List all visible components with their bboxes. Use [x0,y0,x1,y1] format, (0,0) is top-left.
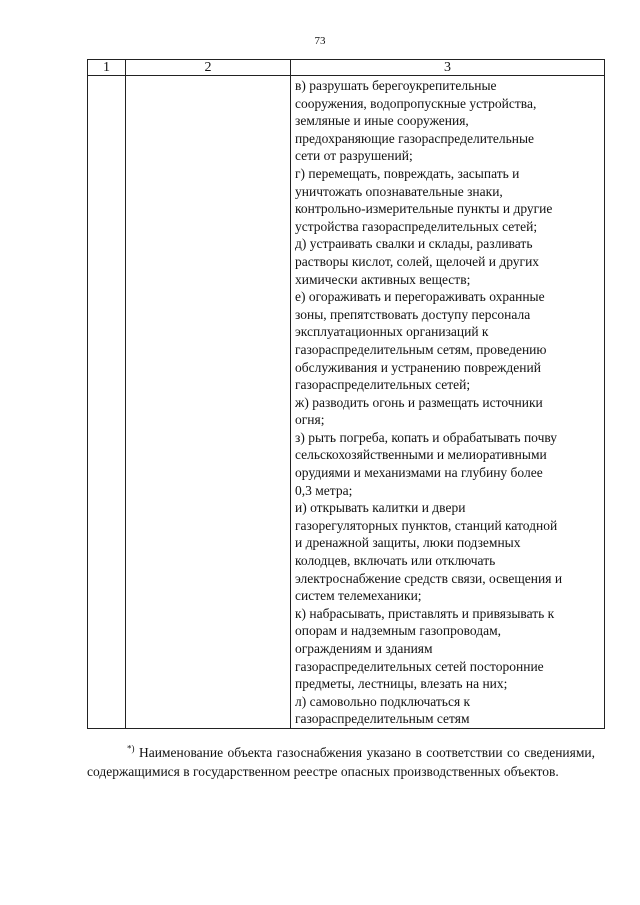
text-line: химически активных веществ; [295,271,471,287]
text-line: з) рыть погреба, копать и обрабатывать почву [295,429,558,445]
text-line: сельскохозяйственными и мелиоративными [295,447,547,463]
text-line: д) устраивать свалки и склады, разливать [295,236,533,252]
text-line: устройства газораспределительных сетей; [295,218,538,234]
text-line: эксплуатационных организаций к [295,324,489,340]
footnote-text: Наименование объекта газоснабжения указано в соответствии со сведениями, содержащимися в государственном реестре опасных производственных объектов. [87,745,595,779]
text-line: орудиями и механизмами на глубину более [295,465,543,481]
restrictions-list [295,77,602,728]
table-cell-column-3 [291,76,605,729]
text-line: е) огораживать и перегораживать охранные [295,289,545,305]
text-line: газораспределительным сетям, проведению [295,341,547,357]
text-line: электроснабжение средств связи, освещения и [295,570,563,586]
requirements-table [87,59,605,729]
text-line: 0,3 метра; [295,482,353,498]
table-row [88,76,605,729]
column-header-3: 3 [291,60,605,76]
text-line: ж) разводить огонь и размещать источники [295,394,543,410]
text-line: сооружения, водопропускные устройства, [295,95,537,111]
page-number: 73 [314,35,326,47]
text-line: предметы, лестницы, влезать на них; [295,676,508,692]
text-line: газораспределительных сетей; [295,377,471,393]
text-line: систем телемеханики; [295,588,422,604]
text-line: сети от разрушений; [295,148,413,164]
column-header-2: 2 [126,60,291,76]
text-line: и) открывать калитки и двери [295,500,466,516]
text-line: газораспределительных сетей посторонние [295,658,544,674]
text-line: огня; [295,412,325,428]
footnote-marker: *) [127,743,135,754]
text-line: к) набрасывать, приставлять и привязывать к [295,605,555,621]
text-line: г) перемещать, повреждать, засыпать и [295,165,520,181]
text-line: земляные и иные сооружения, [295,113,469,129]
footnote [87,743,595,781]
table-cell-column-2 [126,76,291,729]
text-line: контрольно-измерительные пункты и другие [295,201,553,217]
text-line: газораспределительным сетям [295,711,470,727]
text-line: газорегуляторных пунктов, станций катодной [295,517,558,533]
column-header-1: 1 [88,60,126,76]
table-header-row [88,60,605,76]
text-line: уничтожать опознавательные знаки, [295,183,503,199]
text-line: ограждениям и зданиям [295,641,433,656]
text-line: предохраняющие газораспределительные [295,130,535,146]
text-line: зоны, препятствовать доступу персонала [295,306,531,322]
text-line: опорам и надземным газопроводам, [295,623,501,639]
text-line: в) разрушать берегоукрепительные [295,78,497,93]
text-line: обслуживания и устранению повреждений [295,359,541,375]
text-line: растворы кислот, солей, щелочей и других [295,253,540,269]
text-line: л) самовольно подключаться к [295,693,471,709]
table-cell-column-1 [88,76,126,729]
text-line: колодцев, включать или отключать [295,553,496,569]
text-line: и дренажной защиты, люки подземных [295,535,521,551]
